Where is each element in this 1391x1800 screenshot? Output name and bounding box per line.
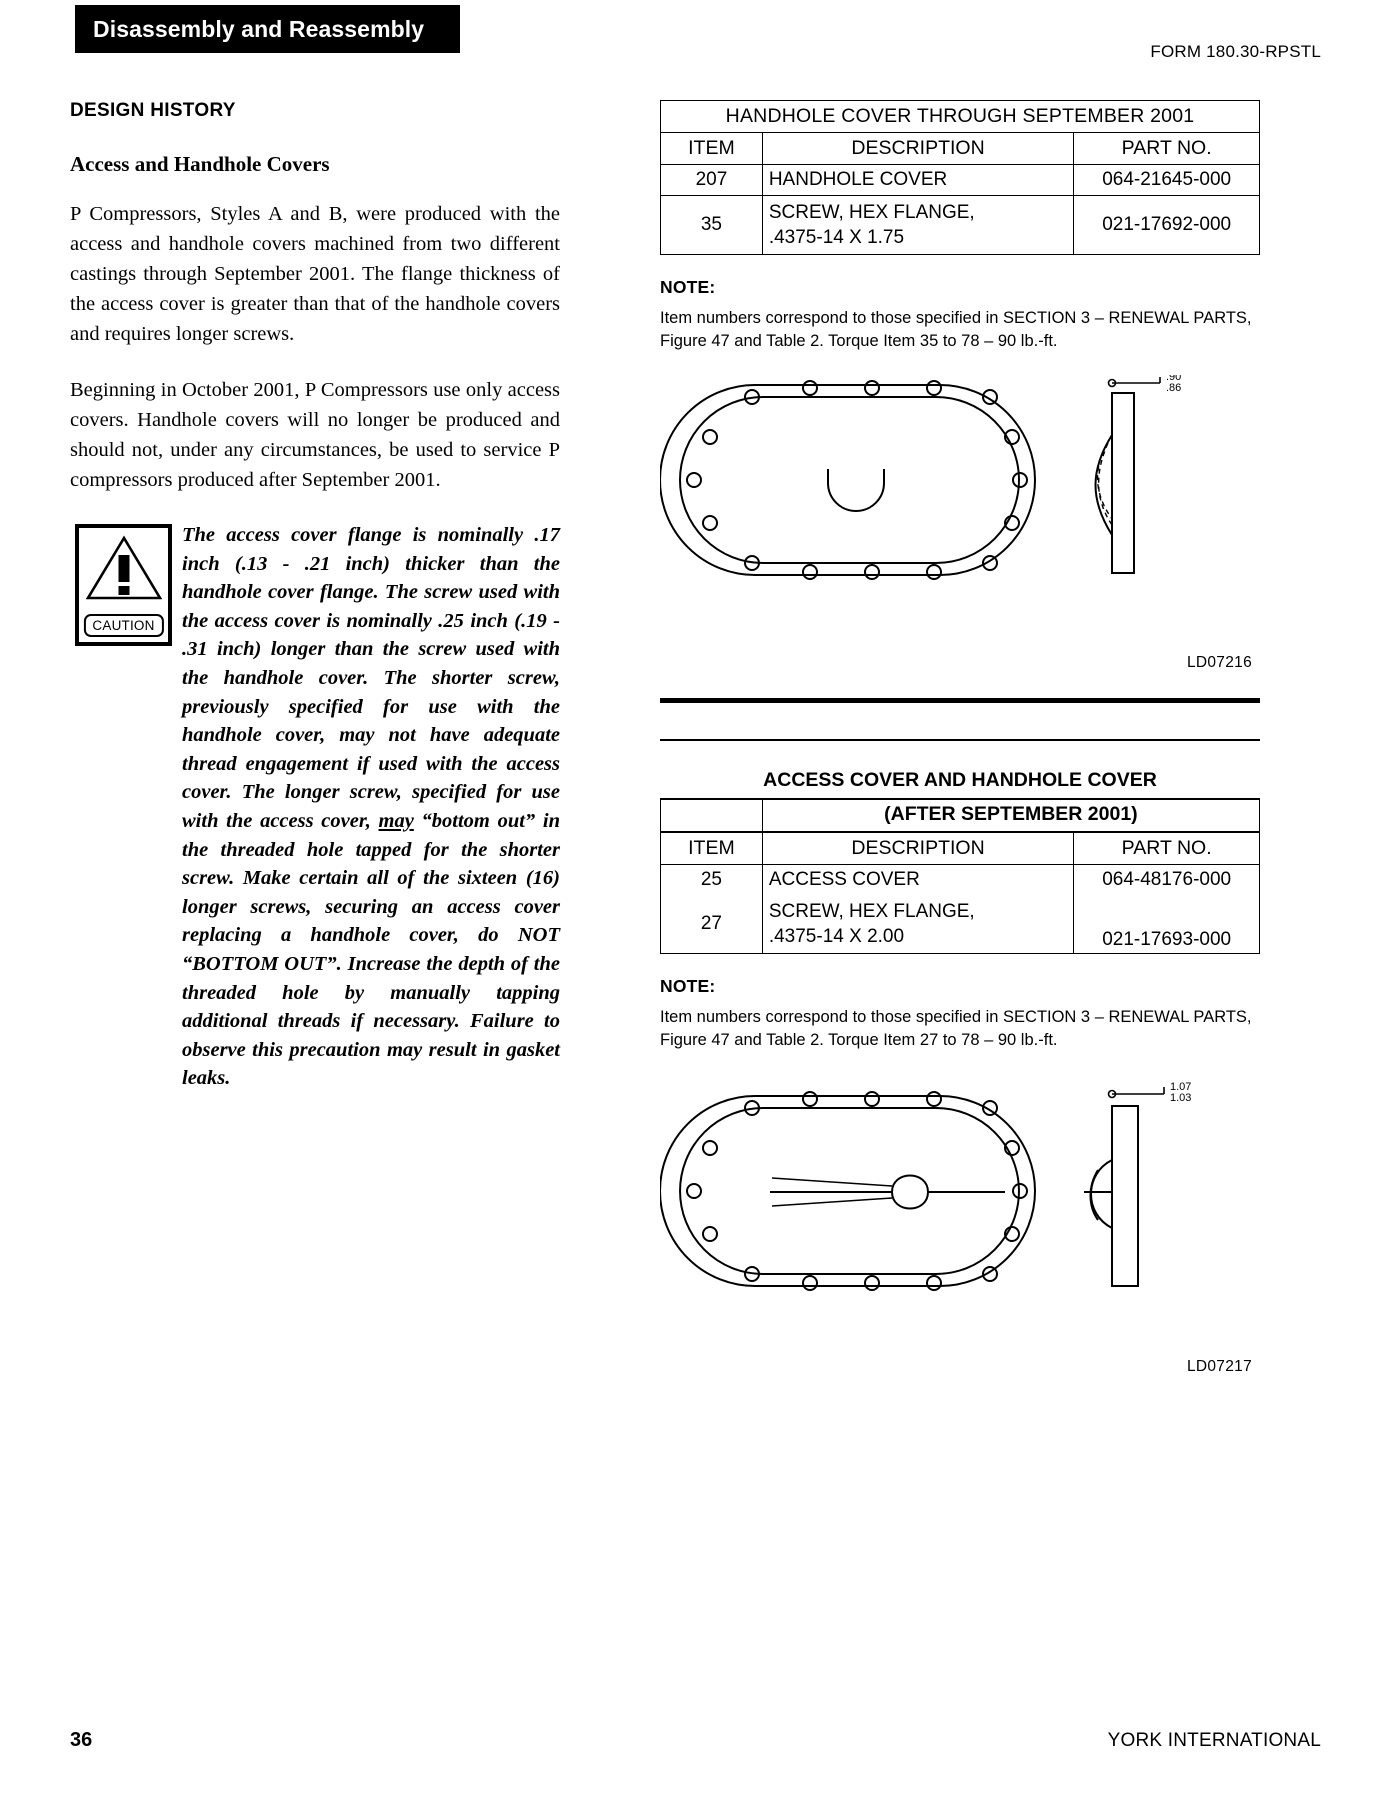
access-cover-parts-table — [660, 767, 1260, 954]
table-2-caption-line-2: (AFTER SEPTEMBER 2001) — [762, 799, 1259, 832]
note-title: NOTE: — [660, 277, 716, 297]
page-number: 36 — [70, 1729, 93, 1751]
table-header-row — [661, 133, 1260, 165]
table-caption-row-2 — [661, 799, 1260, 832]
note-text: Item numbers correspond to those specified in SECTION 3 – RENEWAL PARTS, Figure 47 and Table 2. Torque Item 27 to 78 – 90 lb.-ft. — [660, 1008, 1252, 1049]
table-header-row — [661, 832, 1260, 865]
table-2-caption-line-1: ACCESS COVER AND HANDHOLE COVER — [763, 769, 1157, 791]
column-header-item: ITEM — [661, 832, 763, 865]
table-1-caption: HANDHOLE COVER THROUGH SEPTEMBER 2001 — [661, 101, 1260, 133]
section-divider-thick — [660, 698, 1260, 703]
body-paragraph-1: P Compressors, Styles A and B, were produced with the access and handhole covers machined from two different castings through September 2001. The flange thickness of the access cover is greater than that of the handhole covers and requires longer screws. — [70, 203, 560, 345]
figure-caption: LD07216 — [1186, 654, 1252, 671]
left-column — [70, 100, 560, 1093]
caution-label: CAUTION — [83, 614, 163, 637]
body-paragraph-2: Beginning in October 2001, P Compressors use only access covers. Handhole covers will no longer be produced and should not, under any circumstances, be used to service P compressors produced after September 2001. — [70, 379, 560, 491]
figure-dimension-lower: .86 — [1166, 382, 1182, 394]
cell-item: 25 — [661, 865, 763, 896]
column-header-item: ITEM — [661, 133, 763, 165]
caution-text-part-1: The access cover flange is nominally .17 inch (.13 - .21 inch) thicker than the handhole cover flange. The screw used with the access cover is nominally .25 inch (.19 - .31 inch) longer than the screw used with the handhole cover. The shorter screw, previously specified for use with the handhole cover, may not have adequate thread engagement if used with the access cover. The longer screw, specified for use with the access cover, — [182, 524, 560, 832]
column-header-part-no: PART NO. — [1074, 832, 1260, 865]
handhole-cover-drawing — [660, 375, 1260, 645]
note-block-1 — [660, 277, 1260, 353]
figure-dimension-upper: 1.07 — [1170, 1081, 1192, 1093]
cell-item: 27 — [661, 895, 763, 954]
access-cover-figure — [660, 1074, 1260, 1376]
column-header-part-no: PART NO. — [1074, 133, 1260, 165]
note-block-2 — [660, 976, 1260, 1052]
cell-part-no: 064-21645-000 — [1074, 165, 1260, 196]
design-history-heading: DESIGN HISTORY — [70, 100, 236, 121]
access-handhole-covers-subheading: Access and Handhole Covers — [70, 152, 330, 176]
cell-description — [762, 196, 1073, 255]
caution-text — [182, 521, 560, 1093]
caption-blank-cell — [661, 799, 763, 832]
form-number: FORM 180.30-RPSTL — [1150, 42, 1321, 61]
cell-description — [762, 895, 1073, 954]
access-cover-parts-table-wrapper — [660, 767, 1260, 954]
cell-description-line-1: SCREW, HEX FLANGE, — [768, 901, 975, 922]
cell-item: 35 — [661, 196, 763, 255]
cell-description-line-1: SCREW, HEX FLANGE, — [768, 202, 975, 223]
handhole-cover-parts-table — [660, 100, 1260, 255]
cell-description-line-2: .4375-14 X 2.00 — [768, 926, 905, 947]
cell-description: ACCESS COVER — [762, 865, 1073, 896]
figure-dimension-upper: .90 — [1166, 375, 1182, 383]
cell-item: 207 — [661, 165, 763, 196]
caution-text-emphasis: may — [378, 809, 414, 832]
cell-part-no: 021-17693-000 — [1074, 895, 1260, 954]
caution-text-part-2: “bottom out” in the threaded hole tapped for the shorter screw. Make certain all of the sixteen (16) longer screws, securing an access cover replacing a handhole cover, do NOT “BOTTOM OUT”. Increase the depth of the threaded hole by manually tapping additional threads if necessary. Failure to observe this precaution may result in gasket leaks. — [182, 809, 560, 1090]
cell-description: HANDHOLE COVER — [762, 165, 1073, 196]
cell-part-no: 064-48176-000 — [1074, 865, 1260, 896]
access-cover-drawing — [660, 1074, 1260, 1349]
section-divider-thin — [660, 739, 1260, 741]
table-row — [661, 196, 1260, 255]
cell-part-no: 021-17692-000 — [1074, 196, 1260, 255]
table-caption-row — [661, 767, 1260, 799]
warning-triangle-icon — [85, 534, 163, 607]
caution-block — [70, 521, 560, 1093]
table-caption-row — [661, 101, 1260, 133]
page-header-title: Disassembly and Reassembly — [93, 15, 425, 42]
cell-description-line-2: .4375-14 X 1.75 — [768, 227, 905, 248]
handhole-cover-figure — [660, 375, 1260, 672]
column-header-description: DESCRIPTION — [762, 832, 1073, 865]
page-header-banner — [75, 5, 460, 53]
right-column — [660, 100, 1260, 1376]
table-row — [661, 165, 1260, 196]
note-title: NOTE: — [660, 976, 716, 996]
column-header-description: DESCRIPTION — [762, 133, 1073, 165]
figure-caption: LD07217 — [1186, 1358, 1252, 1375]
footer-company-name: YORK INTERNATIONAL — [1107, 1730, 1321, 1751]
caution-icon-box — [75, 524, 172, 646]
handhole-cover-parts-table-wrapper — [660, 100, 1260, 255]
note-text: Item numbers correspond to those specified in SECTION 3 – RENEWAL PARTS, Figure 47 and Table 2. Torque Item 35 to 78 – 90 lb.-ft. — [660, 309, 1252, 350]
table-row — [661, 895, 1260, 954]
table-row — [661, 865, 1260, 896]
figure-dimension-lower: 1.03 — [1170, 1092, 1192, 1104]
